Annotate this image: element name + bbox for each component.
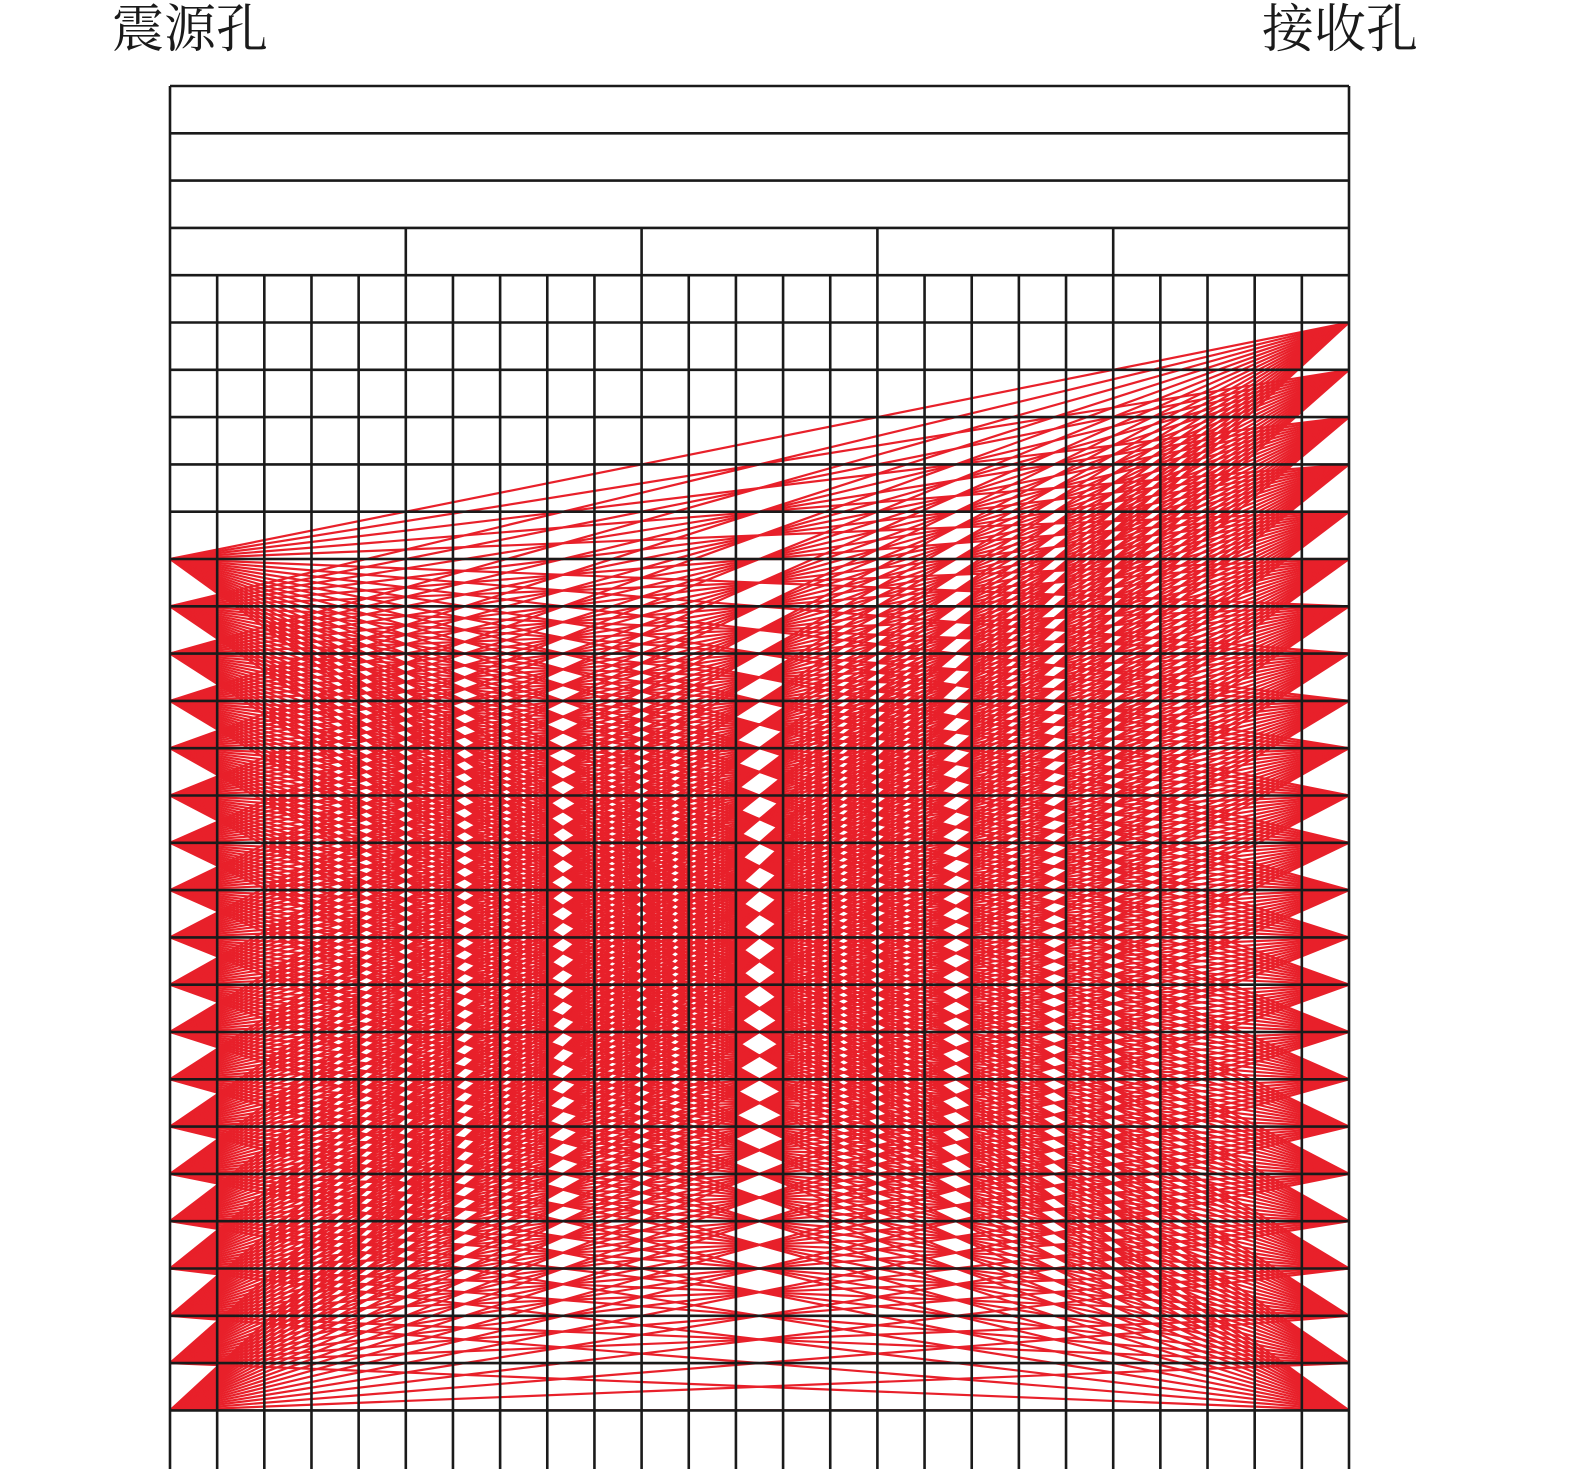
source-borehole-label: 震源孔 bbox=[112, 0, 269, 60]
ray-paths bbox=[170, 323, 1349, 1411]
receiver-borehole-label: 接收孔 bbox=[1262, 0, 1419, 60]
